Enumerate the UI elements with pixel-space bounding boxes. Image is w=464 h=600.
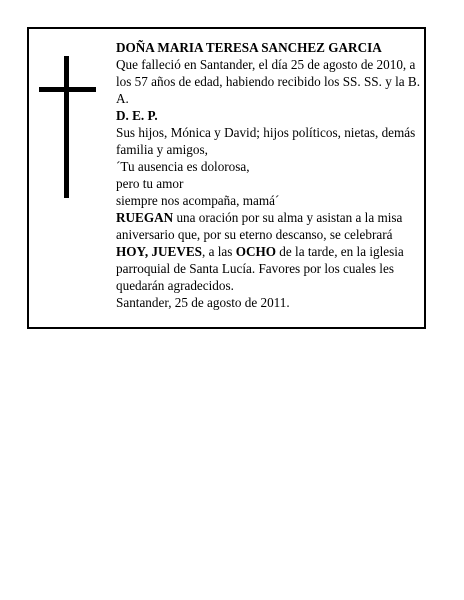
request-text-1: una oración por su alma y asistan a la misa aniversario que, por su eterno descanso, se celebrará — [116, 210, 403, 242]
poem-line-1: ´Tu ausencia es dolorosa, — [116, 159, 250, 174]
request-text-2: , a las — [202, 244, 236, 259]
deceased-name: DOÑA MARIA TERESA SANCHEZ GARCIA — [116, 40, 382, 55]
cross-vertical-bar — [64, 56, 69, 198]
notice-text — [116, 39, 421, 311]
ruegan-word: RUEGAN — [116, 210, 174, 225]
death-notice: Que falleció en Santander, el día 25 de agosto de 2010, a los 57 años de edad, habiendo recibido los SS. SS. y la B. A. — [116, 57, 421, 106]
poem-line-2: pero tu amor — [116, 176, 184, 191]
obituary-notice — [27, 27, 426, 329]
poem-line-3: siempre nos acompaña, mamá´ — [116, 193, 280, 208]
request-text-3: de la tarde, en la iglesia parroquial de Santa Lucía. Favores por los cuales les quedarán agradecidos. — [116, 244, 404, 293]
cross-icon — [39, 56, 99, 198]
cross-horizontal-bar — [39, 87, 96, 92]
mass-day: HOY, JUEVES — [116, 244, 202, 259]
mass-hour: OCHO — [235, 244, 276, 259]
rip-line: D. E. P. — [116, 108, 158, 123]
family-line: Sus hijos, Mónica y David; hijos políticos, nietas, demás familia y amigos, — [116, 125, 416, 157]
closing-line: Santander, 25 de agosto de 2011. — [116, 295, 290, 310]
mass-request — [116, 209, 421, 294]
